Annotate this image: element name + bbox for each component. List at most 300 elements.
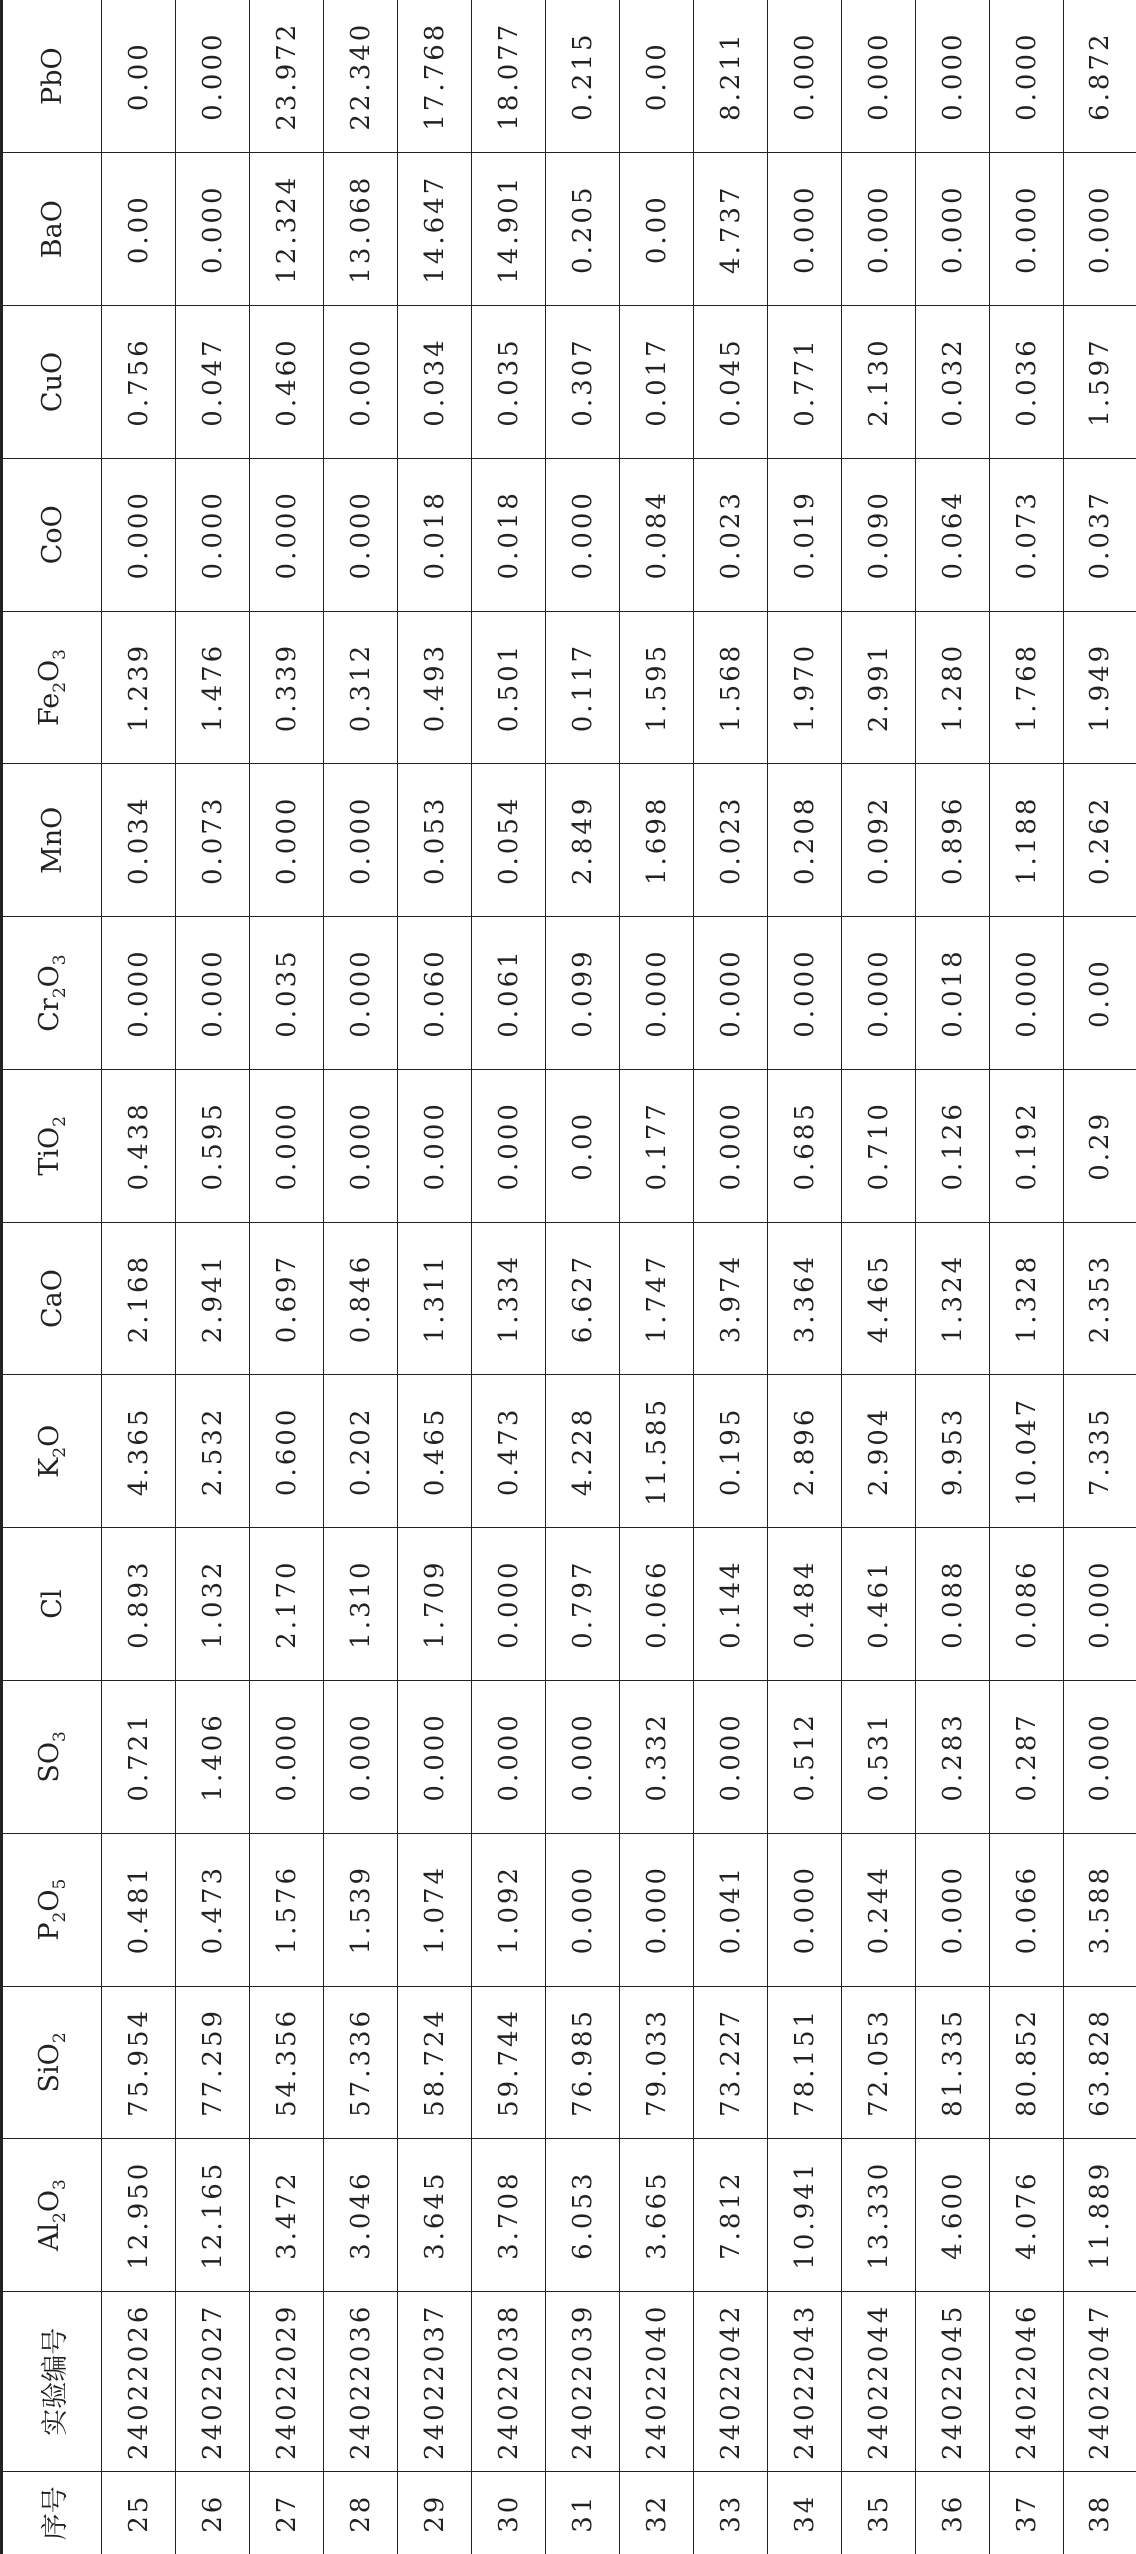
row-value: 58.724 <box>398 1986 472 2139</box>
row-value: 1.539 <box>324 1833 398 1986</box>
formula-subscript: 2 <box>50 987 70 999</box>
row-value: 0.126 <box>916 1069 990 1222</box>
formula-text: P <box>34 1922 65 1941</box>
formula-subscript: 2 <box>50 681 70 693</box>
row-value: 2.168 <box>102 1222 176 1375</box>
formula-text: O <box>34 1424 65 1447</box>
row-value: 1.747 <box>620 1222 694 1375</box>
row-value: 9.953 <box>916 1375 990 1528</box>
header-oxide <box>2 1528 102 1681</box>
row-value: 12.324 <box>250 153 324 306</box>
row-value: 0.893 <box>102 1528 176 1681</box>
row-value: 2.904 <box>842 1375 916 1528</box>
row-value: 0.208 <box>768 764 842 917</box>
row-value: 11.889 <box>1064 2139 1136 2292</box>
row-value: 2.941 <box>176 1222 250 1375</box>
row-value: 0.073 <box>176 764 250 917</box>
row-value: 75.954 <box>102 1986 176 2139</box>
row-value: 0.000 <box>768 153 842 306</box>
row-value: 63.828 <box>1064 1986 1136 2139</box>
row-value: 1.597 <box>1064 306 1136 459</box>
row-value: 7.812 <box>694 2139 768 2292</box>
row-value: 14.647 <box>398 153 472 306</box>
formula-text: MnO <box>36 806 68 874</box>
row-value: 8.211 <box>694 0 768 153</box>
row-value: 0.000 <box>990 0 1064 153</box>
row-value: 0.000 <box>694 1680 768 1833</box>
row-experiment-id: 24022044 <box>842 2292 916 2472</box>
row-experiment-id: 24022026 <box>102 2292 176 2472</box>
formula-text: O <box>34 659 65 682</box>
row-value: 0.000 <box>176 0 250 153</box>
table-row <box>916 0 990 2554</box>
header-oxide <box>2 2139 102 2292</box>
formula-text: O <box>34 2190 65 2213</box>
row-seq: 31 <box>546 2472 620 2554</box>
row-value: 0.035 <box>250 917 324 1070</box>
row-value: 0.000 <box>768 1833 842 1986</box>
row-value: 54.356 <box>250 1986 324 2139</box>
row-value: 0.000 <box>472 1680 546 1833</box>
row-value: 0.041 <box>694 1833 768 1986</box>
row-value: 0.061 <box>472 917 546 1070</box>
row-value: 0.710 <box>842 1069 916 1222</box>
row-value: 4.365 <box>102 1375 176 1528</box>
row-seq: 30 <box>472 2472 546 2554</box>
header-experiment-id: 实验编号 <box>2 2292 102 2472</box>
row-value: 2.896 <box>768 1375 842 1528</box>
row-value: 0.493 <box>398 611 472 764</box>
row-value: 0.023 <box>694 764 768 917</box>
row-value: 13.068 <box>324 153 398 306</box>
row-value: 6.627 <box>546 1222 620 1375</box>
row-value: 0.000 <box>398 1680 472 1833</box>
row-seq: 32 <box>620 2472 694 2554</box>
formula-text: Al <box>34 2223 65 2252</box>
formula-subscript: 2 <box>50 1116 70 1127</box>
table-row <box>176 0 250 2554</box>
row-value: 76.985 <box>546 1986 620 2139</box>
row-value: 0.144 <box>694 1528 768 1681</box>
table-row <box>398 0 472 2554</box>
row-value: 6.053 <box>546 2139 620 2292</box>
row-value: 0.846 <box>324 1222 398 1375</box>
row-value: 0.332 <box>620 1680 694 1833</box>
row-value: 0.053 <box>398 764 472 917</box>
header-oxide <box>2 917 102 1070</box>
formula-subscript: 2 <box>50 1911 70 1923</box>
row-value: 0.000 <box>398 1069 472 1222</box>
row-value: 0.000 <box>620 917 694 1070</box>
row-value: 2.130 <box>842 306 916 459</box>
row-value: 2.532 <box>176 1375 250 1528</box>
row-value: 72.053 <box>842 1986 916 2139</box>
row-value: 3.708 <box>472 2139 546 2292</box>
row-value: 14.901 <box>472 153 546 306</box>
header-oxide <box>2 153 102 306</box>
row-value: 1.280 <box>916 611 990 764</box>
row-value: 0.099 <box>546 917 620 1070</box>
row-value: 0.000 <box>694 1069 768 1222</box>
row-value: 4.465 <box>842 1222 916 1375</box>
row-value: 4.600 <box>916 2139 990 2292</box>
row-value: 0.460 <box>250 306 324 459</box>
row-value: 0.896 <box>916 764 990 917</box>
formula-subscript: 2 <box>50 2032 70 2044</box>
row-experiment-id: 24022047 <box>1064 2292 1136 2472</box>
table-row <box>1064 0 1136 2554</box>
row-value: 7.335 <box>1064 1375 1136 1528</box>
row-seq: 28 <box>324 2472 398 2554</box>
row-value: 0.312 <box>324 611 398 764</box>
row-value: 1.568 <box>694 611 768 764</box>
row-value: 0.000 <box>324 306 398 459</box>
row-value: 0.000 <box>250 1069 324 1222</box>
row-value: 0.000 <box>250 1680 324 1833</box>
row-value: 0.000 <box>324 917 398 1070</box>
row-value: 0.192 <box>990 1069 1064 1222</box>
row-value: 0.000 <box>620 1833 694 1986</box>
row-seq: 34 <box>768 2472 842 2554</box>
formula-text: K <box>34 1457 65 1478</box>
row-value: 0.473 <box>472 1375 546 1528</box>
row-value: 0.000 <box>324 764 398 917</box>
row-value: 0.00 <box>620 0 694 153</box>
row-value: 1.576 <box>250 1833 324 1986</box>
row-value: 0.092 <box>842 764 916 917</box>
row-value: 0.465 <box>398 1375 472 1528</box>
row-value: 0.000 <box>916 1833 990 1986</box>
row-value: 0.00 <box>1064 917 1136 1070</box>
row-value: 1.092 <box>472 1833 546 1986</box>
table-body <box>102 0 1136 2554</box>
row-value: 0.000 <box>546 1833 620 1986</box>
row-value: 1.476 <box>176 611 250 764</box>
row-seq: 36 <box>916 2472 990 2554</box>
row-value: 23.972 <box>250 0 324 153</box>
row-value: 0.000 <box>102 458 176 611</box>
formula-text: Fe <box>34 692 65 727</box>
row-value: 0.086 <box>990 1528 1064 1681</box>
row-value: 0.034 <box>398 306 472 459</box>
table-row <box>546 0 620 2554</box>
row-value: 0.00 <box>546 1069 620 1222</box>
row-value: 59.744 <box>472 1986 546 2139</box>
row-value: 0.084 <box>620 458 694 611</box>
row-value: 79.033 <box>620 1986 694 2139</box>
row-value: 0.032 <box>916 306 990 459</box>
row-value: 0.000 <box>1064 153 1136 306</box>
row-value: 10.047 <box>990 1375 1064 1528</box>
formula-subscript: 2 <box>50 1446 70 1458</box>
row-value: 0.035 <box>472 306 546 459</box>
row-value: 2.353 <box>1064 1222 1136 1375</box>
row-value: 0.000 <box>324 458 398 611</box>
row-value: 2.849 <box>546 764 620 917</box>
row-seq: 38 <box>1064 2472 1136 2554</box>
row-value: 0.000 <box>694 917 768 1070</box>
row-value: 10.941 <box>768 2139 842 2292</box>
row-value: 0.000 <box>842 0 916 153</box>
row-value: 0.756 <box>102 306 176 459</box>
row-value: 0.000 <box>916 0 990 153</box>
table-row <box>694 0 768 2554</box>
row-value: 0.600 <box>250 1375 324 1528</box>
row-value: 3.588 <box>1064 1833 1136 1986</box>
row-value: 0.000 <box>768 0 842 153</box>
row-value: 0.000 <box>324 1069 398 1222</box>
row-seq: 25 <box>102 2472 176 2554</box>
row-value: 0.481 <box>102 1833 176 1986</box>
row-value: 1.334 <box>472 1222 546 1375</box>
row-value: 0.000 <box>1064 1528 1136 1681</box>
row-value: 0.000 <box>990 153 1064 306</box>
table-row <box>768 0 842 2554</box>
row-value: 0.018 <box>472 458 546 611</box>
header-oxide <box>2 1986 102 2139</box>
row-value: 0.000 <box>176 153 250 306</box>
row-value: 0.000 <box>176 917 250 1070</box>
formula-text: Cl <box>36 1589 68 1619</box>
row-value: 0.000 <box>176 458 250 611</box>
row-value: 0.000 <box>842 153 916 306</box>
table-row <box>102 0 176 2554</box>
row-value: 13.330 <box>842 2139 916 2292</box>
row-value: 0.771 <box>768 306 842 459</box>
row-value: 1.032 <box>176 1528 250 1681</box>
row-value: 0.685 <box>768 1069 842 1222</box>
row-value: 0.060 <box>398 917 472 1070</box>
row-value: 0.262 <box>1064 764 1136 917</box>
formula-text: CaO <box>36 1269 68 1329</box>
row-value: 1.239 <box>102 611 176 764</box>
table-row <box>324 0 398 2554</box>
row-value: 0.512 <box>768 1680 842 1833</box>
row-value: 0.00 <box>620 153 694 306</box>
row-value: 0.721 <box>102 1680 176 1833</box>
row-value: 0.000 <box>324 1680 398 1833</box>
row-value: 1.074 <box>398 1833 472 1986</box>
row-value: 0.037 <box>1064 458 1136 611</box>
row-seq: 27 <box>250 2472 324 2554</box>
formula-text: CuO <box>36 351 68 413</box>
table-row <box>472 0 546 2554</box>
row-value: 4.737 <box>694 153 768 306</box>
row-value: 0.307 <box>546 306 620 459</box>
row-value: 0.045 <box>694 306 768 459</box>
row-value: 0.195 <box>694 1375 768 1528</box>
row-value: 0.00 <box>102 0 176 153</box>
row-value: 81.335 <box>916 1986 990 2139</box>
row-value: 1.328 <box>990 1222 1064 1375</box>
formula-text: TiO <box>34 1126 65 1176</box>
row-value: 0.018 <box>398 458 472 611</box>
header-oxide <box>2 1069 102 1222</box>
row-value: 0.215 <box>546 0 620 153</box>
row-value: 0.066 <box>620 1528 694 1681</box>
row-experiment-id: 24022027 <box>176 2292 250 2472</box>
row-value: 0.000 <box>472 1069 546 1222</box>
row-value: 1.188 <box>990 764 1064 917</box>
formula-text: SiO <box>34 2043 65 2093</box>
row-value: 4.228 <box>546 1375 620 1528</box>
row-experiment-id: 24022040 <box>620 2292 694 2472</box>
formula-subscript: 5 <box>50 1878 70 1890</box>
row-value: 0.000 <box>842 917 916 1070</box>
row-value: 57.336 <box>324 1986 398 2139</box>
row-value: 0.697 <box>250 1222 324 1375</box>
row-value: 0.018 <box>916 917 990 1070</box>
table-row <box>620 0 694 2554</box>
formula-subscript: 3 <box>50 954 70 966</box>
row-value: 22.340 <box>324 0 398 153</box>
row-value: 3.046 <box>324 2139 398 2292</box>
header-oxide <box>2 764 102 917</box>
row-value: 1.595 <box>620 611 694 764</box>
row-value: 0.017 <box>620 306 694 459</box>
row-value: 18.077 <box>472 0 546 153</box>
row-value: 0.283 <box>916 1680 990 1833</box>
row-value: 0.177 <box>620 1069 694 1222</box>
row-value: 1.709 <box>398 1528 472 1681</box>
row-value: 0.438 <box>102 1069 176 1222</box>
row-value: 0.000 <box>990 917 1064 1070</box>
row-value: 3.974 <box>694 1222 768 1375</box>
row-value: 0.797 <box>546 1528 620 1681</box>
row-value: 3.472 <box>250 2139 324 2292</box>
header-oxide <box>2 458 102 611</box>
row-value: 0.531 <box>842 1680 916 1833</box>
formula-text: CoO <box>36 505 68 565</box>
row-seq: 35 <box>842 2472 916 2554</box>
header-oxide <box>2 306 102 459</box>
formula-subscript: 3 <box>50 1731 70 1742</box>
row-value: 0.000 <box>1064 1680 1136 1833</box>
row-value: 0.00 <box>102 153 176 306</box>
row-value: 0.047 <box>176 306 250 459</box>
header-oxide <box>2 1833 102 1986</box>
row-value: 17.768 <box>398 0 472 153</box>
header-oxide <box>2 1375 102 1528</box>
row-value: 3.364 <box>768 1222 842 1375</box>
header-row <box>2 0 102 2554</box>
row-value: 0.595 <box>176 1069 250 1222</box>
row-value: 0.066 <box>990 1833 1064 1986</box>
row-seq: 26 <box>176 2472 250 2554</box>
row-value: 1.310 <box>324 1528 398 1681</box>
row-value: 80.852 <box>990 1986 1064 2139</box>
row-value: 0.064 <box>916 458 990 611</box>
row-value: 0.000 <box>546 1680 620 1833</box>
row-value: 12.165 <box>176 2139 250 2292</box>
row-value: 0.339 <box>250 611 324 764</box>
header-oxide <box>2 1680 102 1833</box>
row-value: 0.461 <box>842 1528 916 1681</box>
formula-subscript: 3 <box>50 648 70 660</box>
row-value: 3.645 <box>398 2139 472 2292</box>
row-value: 0.000 <box>102 917 176 1070</box>
formula-subscript: 3 <box>50 2179 70 2191</box>
row-value: 2.170 <box>250 1528 324 1681</box>
formula-text: PbO <box>36 47 68 105</box>
row-value: 0.473 <box>176 1833 250 1986</box>
row-value: 2.991 <box>842 611 916 764</box>
row-value: 0.090 <box>842 458 916 611</box>
formula-text: BaO <box>36 200 68 259</box>
row-value: 0.117 <box>546 611 620 764</box>
row-value: 12.950 <box>102 2139 176 2292</box>
row-value: 1.768 <box>990 611 1064 764</box>
row-value: 0.29 <box>1064 1069 1136 1222</box>
row-value: 0.501 <box>472 611 546 764</box>
header-seq: 序号 <box>2 2472 102 2554</box>
row-value: 3.665 <box>620 2139 694 2292</box>
row-value: 0.287 <box>990 1680 1064 1833</box>
header-oxide <box>2 611 102 764</box>
row-value: 0.019 <box>768 458 842 611</box>
row-value: 0.000 <box>250 458 324 611</box>
row-value: 73.227 <box>694 1986 768 2139</box>
formula-subscript: 2 <box>50 2212 70 2223</box>
row-value: 0.088 <box>916 1528 990 1681</box>
row-value: 0.000 <box>546 458 620 611</box>
table-row <box>842 0 916 2554</box>
row-seq: 37 <box>990 2472 1064 2554</box>
row-value: 77.259 <box>176 1986 250 2139</box>
header-oxide <box>2 0 102 153</box>
row-experiment-id: 24022043 <box>768 2292 842 2472</box>
formula-text: SO <box>34 1741 65 1783</box>
row-value: 1.311 <box>398 1222 472 1375</box>
row-value: 0.073 <box>990 458 1064 611</box>
row-value: 1.949 <box>1064 611 1136 764</box>
row-value: 0.205 <box>546 153 620 306</box>
row-value: 0.484 <box>768 1528 842 1681</box>
row-experiment-id: 24022046 <box>990 2292 1064 2472</box>
row-value: 0.034 <box>102 764 176 917</box>
formula-text: O <box>34 1889 65 1912</box>
row-value: 0.244 <box>842 1833 916 1986</box>
row-experiment-id: 24022042 <box>694 2292 768 2472</box>
row-value: 0.054 <box>472 764 546 917</box>
row-experiment-id: 24022038 <box>472 2292 546 2472</box>
row-experiment-id: 24022045 <box>916 2292 990 2472</box>
row-experiment-id: 24022029 <box>250 2292 324 2472</box>
row-seq: 29 <box>398 2472 472 2554</box>
table-row <box>250 0 324 2554</box>
row-value: 78.151 <box>768 1986 842 2139</box>
row-value: 11.585 <box>620 1375 694 1528</box>
row-experiment-id: 24022036 <box>324 2292 398 2472</box>
row-value: 1.406 <box>176 1680 250 1833</box>
row-value: 0.023 <box>694 458 768 611</box>
row-value: 1.324 <box>916 1222 990 1375</box>
row-value: 0.000 <box>916 153 990 306</box>
row-seq: 33 <box>694 2472 768 2554</box>
formula-text: O <box>34 965 65 988</box>
formula-text: Cr <box>34 998 65 1032</box>
table-row <box>990 0 1064 2554</box>
row-value: 1.698 <box>620 764 694 917</box>
row-value: 0.036 <box>990 306 1064 459</box>
header-oxide <box>2 1222 102 1375</box>
row-experiment-id: 24022037 <box>398 2292 472 2472</box>
row-value: 0.000 <box>768 917 842 1070</box>
row-experiment-id: 24022039 <box>546 2292 620 2472</box>
row-value: 6.872 <box>1064 0 1136 153</box>
row-value: 0.000 <box>472 1528 546 1681</box>
row-value: 1.970 <box>768 611 842 764</box>
